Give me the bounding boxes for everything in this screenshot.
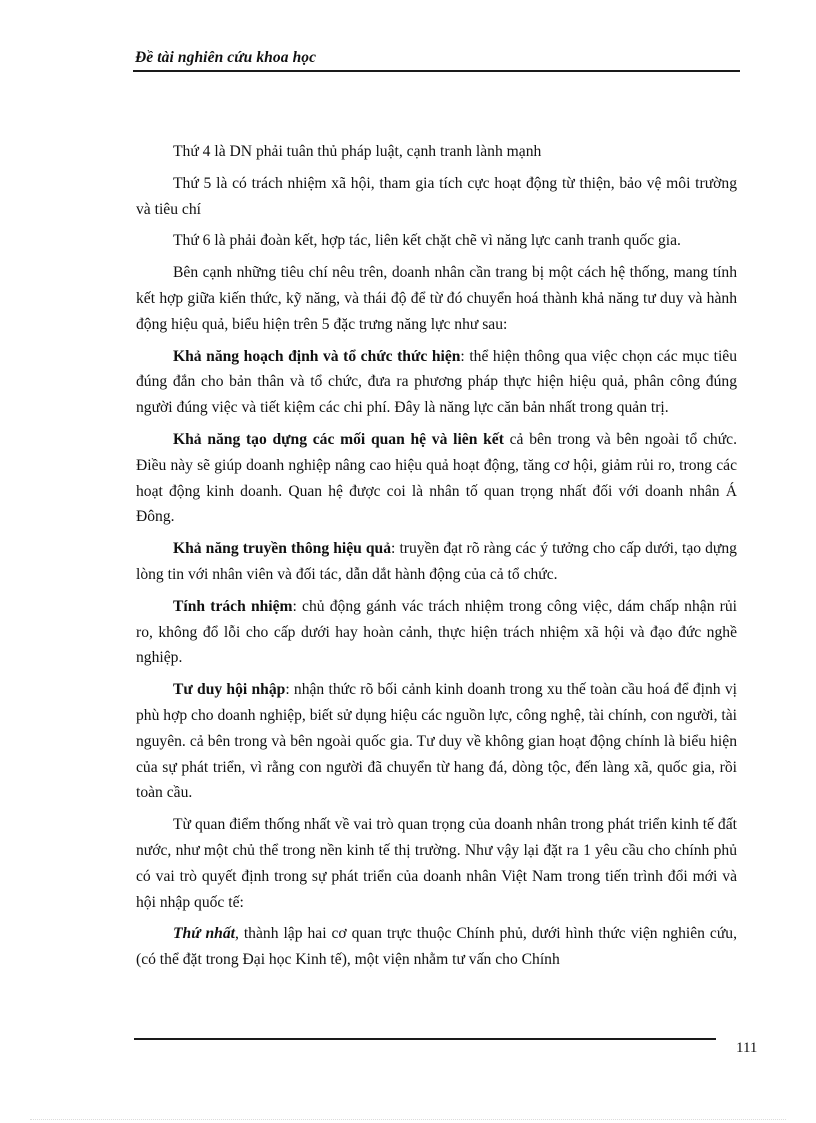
- paragraph: [136, 921, 737, 973]
- paragraph-text: , thành lập hai cơ quan trực thuộc Chính phủ, dưới hình thức viện nghiên cứu, (có thể đặt trong Đại học Kinh tế), một viện nhằm tư vấn cho Chính: [136, 925, 737, 969]
- paragraph: [136, 536, 737, 588]
- paragraph-text: : nhận thức rõ bối cảnh kinh doanh trong xu thế toàn cầu hoá để định vị phù hợp cho doanh nghiệp, biết sử dụng hiệu các nguồn lực, công nghệ, tài chính, con người, tài nguyên. cả bên trong và bên ngoài quốc gia. Tư duy về không gian hoạt động chính là biểu hiện của sự phát triển, vì rằng con người đã chuyển từ hang đá, dòng tộc, đến làng xã, quốc gia, rồi toàn cầu.: [136, 681, 737, 802]
- paragraph: [136, 812, 737, 915]
- paragraph-text: : thể hiện thông qua việc chọn các mục tiêu đúng đắn cho bản thân và tổ chức, đưa ra phương pháp thực hiện hiệu quả, phân công đúng người đúng việc và tiết kiệm các chi phí. Đây là năng lực căn bản nhất trong quản trị.: [136, 347, 737, 417]
- paragraph-lead: Thứ nhất: [173, 925, 235, 943]
- paragraph-lead: Tính trách nhiệm: [173, 597, 293, 615]
- paragraph: [136, 171, 737, 223]
- body-text: [136, 139, 737, 979]
- paragraph-text: Thứ 5 là có trách nhiệm xã hội, tham gia tích cực hoạt động từ thiện, bảo vệ môi trường và tiêu chí: [136, 174, 737, 218]
- paragraph: [136, 677, 737, 806]
- paragraph-text: : truyền đạt rõ ràng các ý tưởng cho cấp dưới, tạo dựng lòng tin với nhân viên và đối tác, dẫn dắt hành động của cả tổ chức.: [136, 540, 737, 583]
- paragraph: [136, 344, 737, 421]
- paragraph-lead: Tư duy hội nhập: [173, 681, 286, 699]
- paragraph: [136, 139, 737, 165]
- footer-rule: [134, 1038, 716, 1040]
- page-bottom-edge: [30, 1119, 786, 1120]
- paragraph-text: Bên cạnh những tiêu chí nêu trên, doanh nhân cần trang bị một cách hệ thống, mang tính kết hợp giữa kiến thức, kỹ năng, và thái độ để từ đó chuyển hoá thành khả năng tư duy và hành động hiệu quả, biểu hiện trên 5 đặc trưng năng lực như sau:: [136, 264, 737, 333]
- paragraph-lead: Khả năng tạo dựng các mối quan hệ và liên kết: [173, 430, 504, 448]
- paragraph-text: Thứ 4 là DN phải tuân thủ pháp luật, cạnh tranh lành mạnh: [173, 143, 542, 160]
- paragraph-text: : chủ động gánh vác trách nhiệm trong công việc, dám chấp nhận rủi ro, không đổ lỗi cho cấp dưới hay hoàn cảnh, thực hiện trách nhiệm xã hội và đạo đức nghề nghiệp.: [136, 597, 737, 667]
- page-number: 111: [736, 1040, 758, 1056]
- paragraph-lead: Khả năng truyền thông hiệu quả: [173, 540, 392, 558]
- paragraph-text: Từ quan điểm thống nhất về vai trò quan trọng của doanh nhân trong phát triển kinh tế đất nước, như một chủ thể trong nền kinh tế thị trường. Như vậy lại đặt ra 1 yêu cầu cho chính phủ có vai trò quyết định trong sự phát triển của doanh nhân Việt Nam trong tiến trình đổi mới và hội nhập quốc tế:: [136, 816, 737, 911]
- paragraph: [136, 427, 737, 530]
- paragraph: [136, 260, 737, 337]
- paragraph-text: Thứ 6 là phải đoàn kết, hợp tác, liên kết chặt chẽ vì năng lực canh tranh quốc gia.: [173, 232, 681, 250]
- paragraph-lead: Khả năng hoạch định và tổ chức thức hiện: [173, 347, 461, 365]
- paragraph: [136, 228, 737, 254]
- running-header-title: Đề tài nghiên cứu khoa học: [135, 49, 317, 66]
- paragraph-text: cả bên trong và bên ngoài tổ chức. Điều này sẽ giúp doanh nghiệp nâng cao hiệu quả hoạt động, tăng cơ hội, giảm rủi ro, trong các hoạt động kinh doanh. Quan hệ được coi là nhân tố quan trọng nhất đối với doanh nhân Á Đông.: [136, 430, 737, 526]
- paragraph: [136, 594, 737, 671]
- header-rule: [133, 70, 740, 72]
